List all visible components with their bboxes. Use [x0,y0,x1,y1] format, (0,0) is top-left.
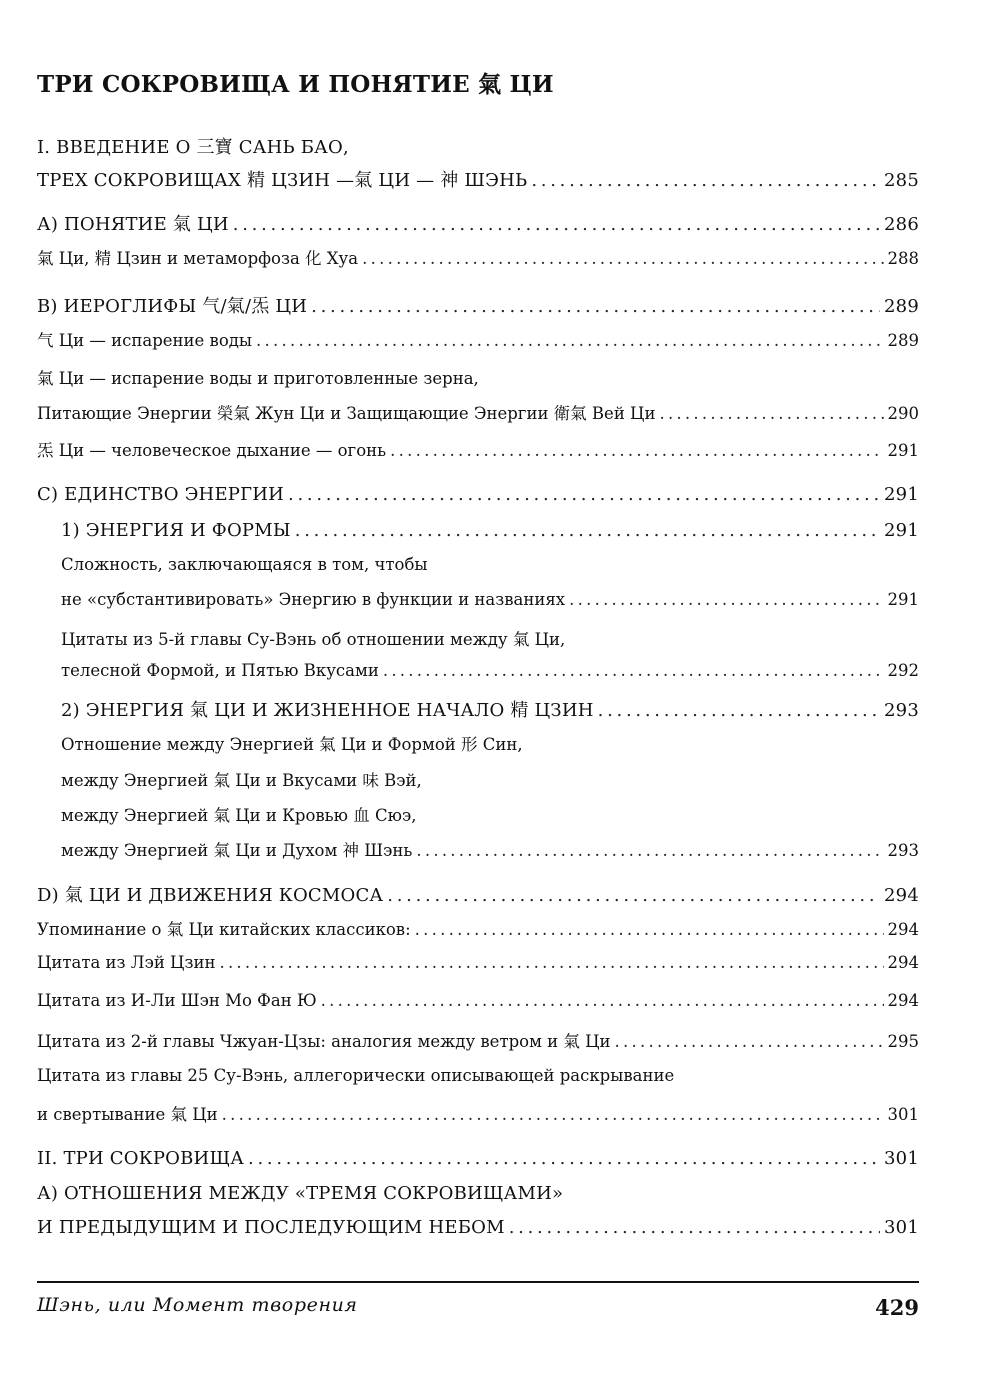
toc-entry-text: между Энергией 氣 Ци и Кровью 血 Сюэ, [61,806,417,825]
toc-entry [37,1101,919,1129]
dot-leader [295,520,880,541]
toc-entry-text: Цитата из главы 25 Су-Вэнь, аллегорически описывающей раскрывание [37,1066,675,1085]
toc-entry [61,626,919,654]
dot-leader [569,590,883,609]
dot-leader [248,1148,880,1169]
toc-entry [37,916,919,944]
toc-entry-page: 290 [887,404,919,423]
toc-entry-page: 301 [884,1217,919,1238]
toc-entry [61,837,919,865]
toc-entry-page: 293 [884,700,919,721]
toc-entry [37,1028,919,1056]
dot-leader [509,1217,880,1238]
toc-entry-page: 285 [884,170,919,191]
toc-entry-page: 294 [887,953,919,972]
toc-entry-text: Цитата из 2-й главы Чжуан-Цзы: аналогия между ветром и 氣 Ци [37,1032,611,1051]
toc-entry-page: 292 [887,661,919,680]
toc-entry [37,1148,919,1176]
dot-leader [222,1105,884,1124]
toc-entry [37,292,919,320]
toc-entry-text: 气 Ци — испарение воды [37,331,253,350]
toc-entry [37,991,919,1019]
toc-entry [37,1217,919,1245]
toc-entry-text: С) ЕДИНСТВО ЭНЕРГИИ [37,484,285,505]
toc-entry-page: 301 [887,1105,919,1124]
toc-entry [37,166,919,194]
toc-entry-page: 288 [887,249,919,268]
toc-entry [61,590,919,618]
toc-entry [61,802,919,830]
toc-entry-text: А) ПОНЯТИЕ 氣 ЦИ [37,214,229,235]
toc-entry-page: 291 [884,520,919,541]
toc-page [37,0,919,1388]
toc-entry [37,1066,919,1094]
toc-entry-text: Цитата из И-Ли Шэн Мо Фан Ю [37,991,317,1010]
dot-leader [256,331,883,350]
toc-entry [37,437,919,465]
footer-page-number: 429 [875,1295,919,1320]
dot-leader [390,441,883,460]
toc-entry-page: 294 [887,920,919,939]
toc-entry-page: 301 [884,1148,919,1169]
toc-entry-text: 1) ЭНЕРГИЯ И ФОРМЫ [61,520,291,541]
toc-entry-text: 氣 Ци, 精 Цзин и метаморфоза 化 Хуа [37,249,359,268]
toc-entry-text: между Энергией 氣 Ци и Духом 神 Шэнь [61,841,413,860]
dot-leader [288,484,880,505]
toc-entry-text: D) 氣 ЦИ И ДВИЖЕНИЯ КОСМОСА [37,885,384,906]
dot-leader [387,885,880,906]
toc-entry-text: II. ТРИ СОКРОВИЩА [37,1148,245,1169]
toc-entry-page: 289 [887,331,919,350]
toc-entry-page: 294 [887,991,919,1010]
toc-entry-page: 294 [884,885,919,906]
toc-entry-text: 氣 Ци — испарение воды и приготовленные зерна, [37,369,479,388]
toc-entry-text: 2) ЭНЕРГИЯ 氣 ЦИ И ЖИЗНЕННОЕ НАЧАЛО 精 ЦЗИН [61,700,594,721]
toc-entry-text: Питающие Энергии 榮氣 Жун Ци и Защищающие Энергии 衛氣 Вей Ци [37,404,656,423]
toc-entry [61,731,919,759]
dot-leader [383,661,884,680]
toc-entry-text: не «субстантивировать» Энергию в функции и названиях [61,590,566,609]
dot-leader [311,296,880,317]
toc-entry-page: 286 [884,214,919,235]
toc-entry [37,484,919,512]
toc-entry-text: между Энергией 氣 Ци и Вкусами 味 Вэй, [61,771,422,790]
toc-entry [61,767,919,795]
toc-entry-page: 295 [887,1032,919,1051]
toc-entry-page: 293 [887,841,919,860]
toc-entry [61,555,919,583]
toc-entry [37,245,919,273]
toc-entry-page: 291 [887,590,919,609]
toc-entry [37,881,919,909]
dot-leader [219,953,883,972]
toc-entry-page: 289 [884,296,919,317]
dot-leader [233,214,880,235]
toc-entry-text: Цитаты из 5-й главы Су-Вэнь об отношении между 氣 Ци, [61,630,566,649]
toc-entry-text: и свертывание 氣 Ци [37,1105,218,1124]
toc-entry-text: И ПРЕДЫДУЩИМ И ПОСЛЕДУЮЩИМ НЕБОМ [37,1217,505,1238]
toc-entry-text: Цитата из Лэй Цзин [37,953,216,972]
toc-entry [61,520,919,548]
toc-entry [37,210,919,238]
footer-book-title: Шэнь, или Момент творения [37,1294,358,1316]
toc-entry-text: В) ИЕРОГЛИФЫ 气/氣/炁 ЦИ [37,296,308,317]
toc-entry [61,696,919,724]
dot-leader [416,841,883,860]
toc-entry [37,133,919,161]
toc-entry [37,365,919,393]
footer-divider [37,1281,919,1283]
page-title: ТРИ СОКРОВИЩА И ПОНЯТИЕ 氣 ЦИ [37,71,554,98]
toc-entry [37,1183,919,1211]
dot-leader [531,170,880,191]
toc-entry-text: Упоминание о 氣 Ци китайских классиков: [37,920,411,939]
toc-entry [61,661,919,689]
toc-entry-text: I. ВВЕДЕНИЕ О 三寶 САНЬ БАО, [37,137,349,158]
toc-entry-page: 291 [884,484,919,505]
toc-entry-text: Отношение между Энергией 氣 Ци и Формой 形 Син, [61,735,523,754]
dot-leader [415,920,884,939]
toc-entry [37,400,919,428]
dot-leader [615,1032,884,1051]
toc-entry-text: ТРЕХ СОКРОВИЩАХ 精 ЦЗИН —氣 ЦИ — 神 ШЭНЬ [37,170,528,191]
toc-entry-page: 291 [887,441,919,460]
toc-entry-text: телесной Формой, и Пятью Вкусами [61,661,379,680]
dot-leader [321,991,884,1010]
dot-leader [598,700,880,721]
toc-entry-text: А) ОТНОШЕНИЯ МЕЖДУ «ТРЕМЯ СОКРОВИЩАМИ» [37,1183,564,1204]
toc-entry [37,327,919,355]
dot-leader [362,249,883,268]
toc-entry-text: Сложность, заключающаяся в том, чтобы [61,555,428,574]
toc-entry [37,953,919,981]
dot-leader [659,404,883,423]
toc-entry-text: 炁 Ци — человеческое дыхание — огонь [37,441,387,460]
